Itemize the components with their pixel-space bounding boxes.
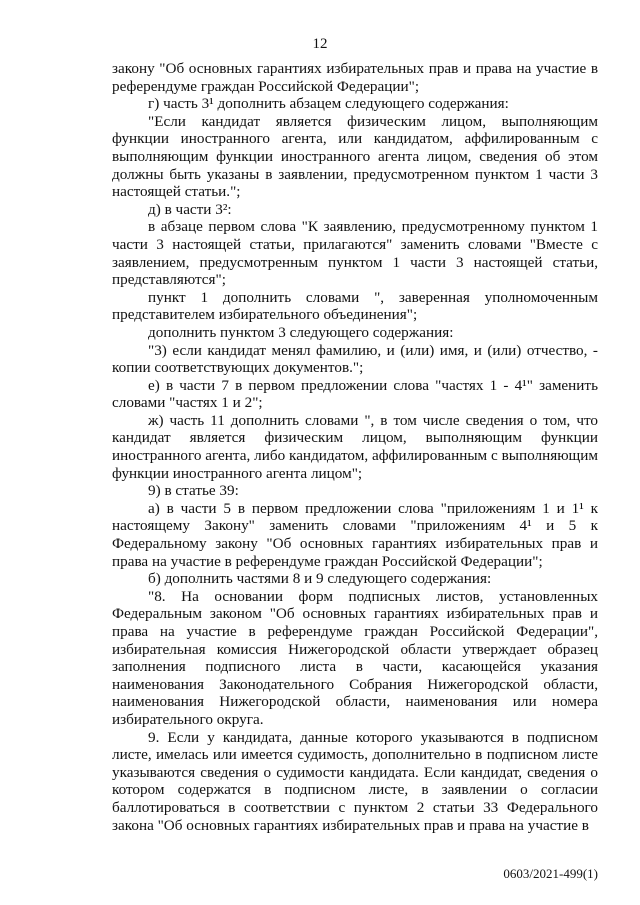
paragraph: а) в части 5 в первом предложении слова "приложениям 1 и 1¹ к настоящему Закону" заменить словами "приложениям 4¹ и 5 к Федеральному закону "Об основных гарантиях избирательных прав и права на участие в референдуме граждан Российской Федерации";: [112, 499, 598, 570]
paragraph: 9) в статье 39:: [148, 482, 239, 500]
paragraph: в абзаце первом слова "К заявлению, предусмотренному пунктом 1 части 3 настоящей статьи, прилагаются" заменить словами "Вместе с заявлением, предусмотренным пунктом 1 части 3 настоящей статьи, представляются";: [112, 218, 598, 289]
paragraph: д) в части 3²:: [148, 200, 232, 218]
paragraph: б) дополнить частями 8 и 9 следующего содержания:: [148, 570, 492, 588]
paragraph: закону "Об основных гарантиях избирательных прав и права на участие в референдуме граждан Российской Федерации";: [112, 60, 598, 95]
paragraph: е) в части 7 в первом предложении слова "частях 1 - 4¹" заменить словами "частях 1 и 2";: [112, 376, 598, 412]
paragraph: ж) часть 11 дополнить словами ", в том числе сведения о том, что кандидат является физическим лицом, выполняющим функции иностранного агента, либо кандидатом, аффилированным с выполняющим функции иностранного агента лицом";: [112, 411, 598, 482]
document-code: 0603/2021-499(1): [503, 866, 598, 881]
paragraph: "3) если кандидат менял фамилию, и (или) имя, и (или) отчество, - копии соответствующих документов.";: [112, 341, 598, 377]
paragraph: дополнить пунктом 3 следующего содержания:: [148, 323, 454, 341]
paragraph: "8. На основании форм подписных листов, установленных Федеральным законом "Об основных гарантиях избирательных прав и права на участие в референдуме граждан Российской Федерации", избирательная комиссия Нижегородской области утверждает образец заполнения подписного листа в части, касающейся указания наименования Законодательного Собрания Нижегородской области, наименования Нижегородской области, наименования или номера избирательного округа.: [112, 587, 598, 728]
paragraph: пункт 1 дополнить словами ", заверенная уполномоченным представителем избирательного объединения";: [112, 288, 598, 324]
paragraph: "Если кандидат является физическим лицом, выполняющим функции иностранного агента, или кандидатом, аффилированным с выполняющим функции иностранного агента лицом, сведения об этом должны быть указаны в заявлении, предусмотренном пунктом 1 части 3 настоящей статьи.";: [112, 112, 598, 201]
paragraph: г) часть 3¹ дополнить абзацем следующего содержания:: [148, 95, 509, 113]
paragraph: 9. Если у кандидата, данные которого указываются в подписном листе, имелась или имеется судимость, дополнительно в подписном листе указываются сведения о судимости кандидата. Если кандидат, сведения о котором содержатся в подписном листе, в заявлении о согласии баллотироваться в соответствии с пунктом 2 статьи 33 Федерального закона "Об основных гарантиях избирательных прав и права на участие в: [112, 728, 598, 834]
document-body: [112, 60, 598, 834]
page-number: 12: [312, 36, 328, 52]
